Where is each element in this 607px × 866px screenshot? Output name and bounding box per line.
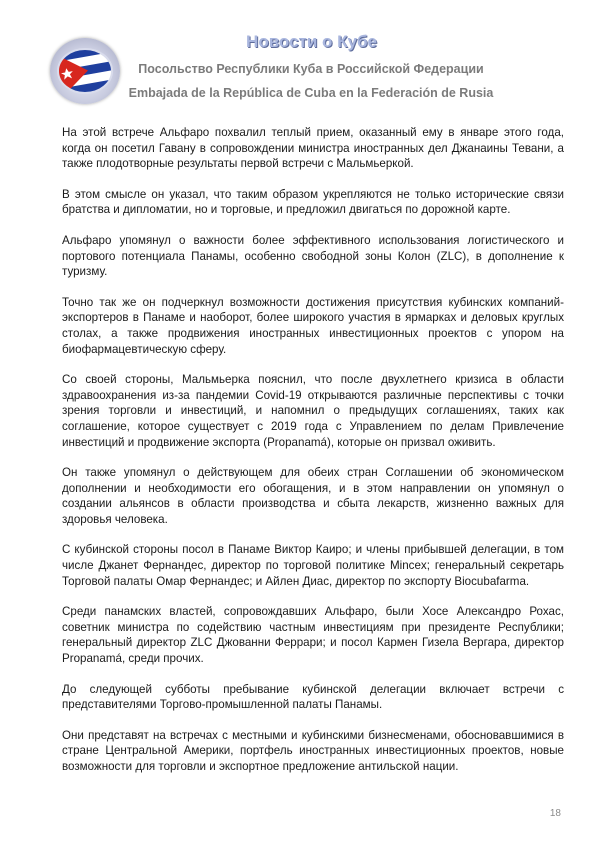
- paragraph: Альфаро упомянул о важности более эффективного использования логистического и портового потенциала Панамы, особенно свободной зоны Колон (ZLC), в дополнение к туризму.: [62, 233, 564, 279]
- newsletter-title: Новости о Кубе: [246, 32, 377, 51]
- paragraph: До следующей субботы пребывание кубинской делегации включает встречи с представителями Торгово-промышленной палаты Панамы.: [62, 682, 564, 712]
- paragraph: Точно так же он подчеркнул возможности достижения присутствия кубинских компаний-экспортеров в Панаме и наоборот, более широкого участия в ярмарках и деловых круглых столах, а также продвижения иностранных инвестиционных проектов с упором на биофармацевтическую сферу.: [62, 295, 564, 356]
- paragraph: Они представят на встречах с местными и кубинскими бизнесменами, обосновавшимися в стране Центральной Америки, портфель иностранных инвестиционных проектов, новые возможности для торговли и экспортное предложение антильской нации.: [62, 728, 564, 773]
- paragraph: Он также упомянул о действующем для обеих стран Соглашении об экономическом дополнении и необходимости его обогащения, и в этом направлении он упомянул о создании альянсов в области производства и сбыта лекарств, жизненно важных для здоровья человека.: [62, 466, 564, 526]
- paragraph: На этой встрече Альфаро похвалил теплый прием, оказанный ему в январе этого года, когда он посетил Гавану в сопровождении министра иностранных дел Джанаины Тевани, а также плодотворные результаты первой встречи с Мальмьеркой.: [62, 126, 564, 171]
- paragraph: Со своей стороны, Мальмьерка пояснил, что после двухлетнего кризиса в области здравоохранения из-за пандемии Covid-19 открываются различные перспективы с точки зрения торговли и инвестиций, и напомнил о предыдущих соглашениях, таких как соглашение, которое существует с 2019 года с Управлением по делам Привлечение инвестиций и продвижение экспорта (Propanamá), которые он призвал оживить.: [62, 373, 564, 449]
- embassy-name-spanish: Embajada de la República de Cuba en la Federación de Rusia: [128, 86, 494, 100]
- paragraph: В этом смысле он указал, что таким образом укрепляются не только исторические связи братства и дипломатии, но и торговые, и предложил двигаться по дорожной карте.: [62, 187, 564, 217]
- page-number: 18: [549, 808, 561, 819]
- article-body: [62, 125, 564, 790]
- page-header: [0, 0, 607, 110]
- embassy-name-russian: Посольство Республики Куба в Российской Федерации: [138, 62, 484, 76]
- paragraph: Среди панамских властей, сопровождавших Альфаро, были Хосе Александро Рохас, советник министра по содействию частным инвестициям при президенте Республики; генеральный директор ZLC Джованни Феррари; и посол Кармен Гизела Вергара, директор Propanamá, среди прочих.: [62, 605, 564, 666]
- paragraph: С кубинской стороны посол в Панаме Виктор Каиро; и члены прибывшей делегации, в том числе Джанет Фернандес, директор по торговой политике Mincex; генеральный секретарь Торговой палаты Омар Фернандес; и Айлен Диас, директор по экспорту Biocubafarma.: [62, 543, 564, 588]
